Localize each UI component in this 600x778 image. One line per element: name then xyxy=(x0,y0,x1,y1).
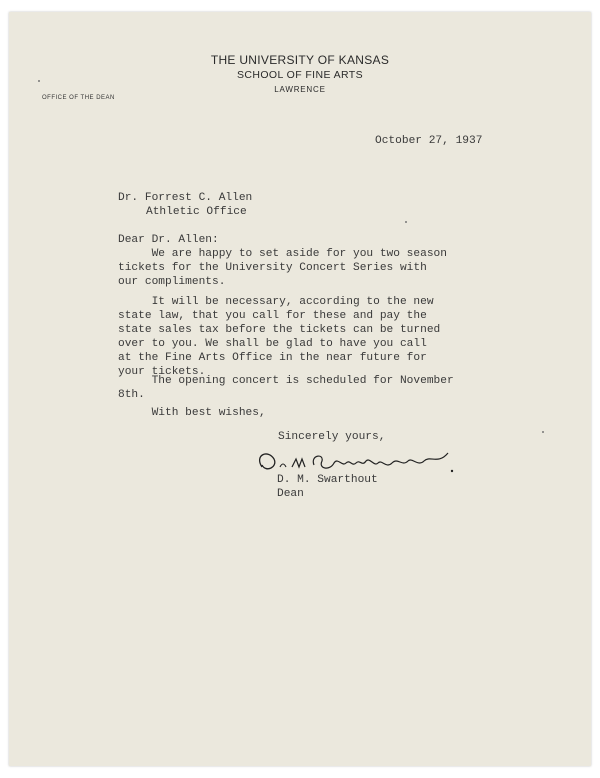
closing: Sincerely yours, xyxy=(278,431,386,443)
letterhead-city: LAWRENCE xyxy=(274,85,326,94)
letterhead-school: SCHOOL OF FINE ARTS xyxy=(236,69,364,81)
paragraph-best-wishes: With best wishes, xyxy=(118,407,266,419)
signer-name: D. M. Swarthout xyxy=(277,474,378,486)
signer-title: Dean xyxy=(277,488,304,500)
recipient-office: Athletic Office xyxy=(146,206,247,218)
letter-date: October 27, 1937 xyxy=(375,135,483,147)
paper-speck xyxy=(542,431,544,433)
recipient-name: Dr. Forrest C. Allen xyxy=(118,192,253,204)
paper-speck xyxy=(405,221,407,223)
paragraph-sales-tax: It will be necessary, according to the new state law, that you call for these and pay the state sales tax before the tickets can be turned over to you. We shall be glad to have you call at the Fine Arts Office in the near future for your tickets. xyxy=(118,296,441,378)
paragraph-opening-concert: The opening concert is scheduled for November 8th. xyxy=(118,375,454,401)
salutation: Dear Dr. Allen: xyxy=(118,234,219,246)
office-of-the-dean: OFFICE OF THE DEAN xyxy=(42,95,115,101)
letterhead-university: THE UNIVERSITY OF KANSAS xyxy=(210,53,390,67)
paper-speck xyxy=(38,80,40,82)
paragraph-tickets: We are happy to set aside for you two season tickets for the University Concert Series with our compliments. xyxy=(118,248,447,288)
